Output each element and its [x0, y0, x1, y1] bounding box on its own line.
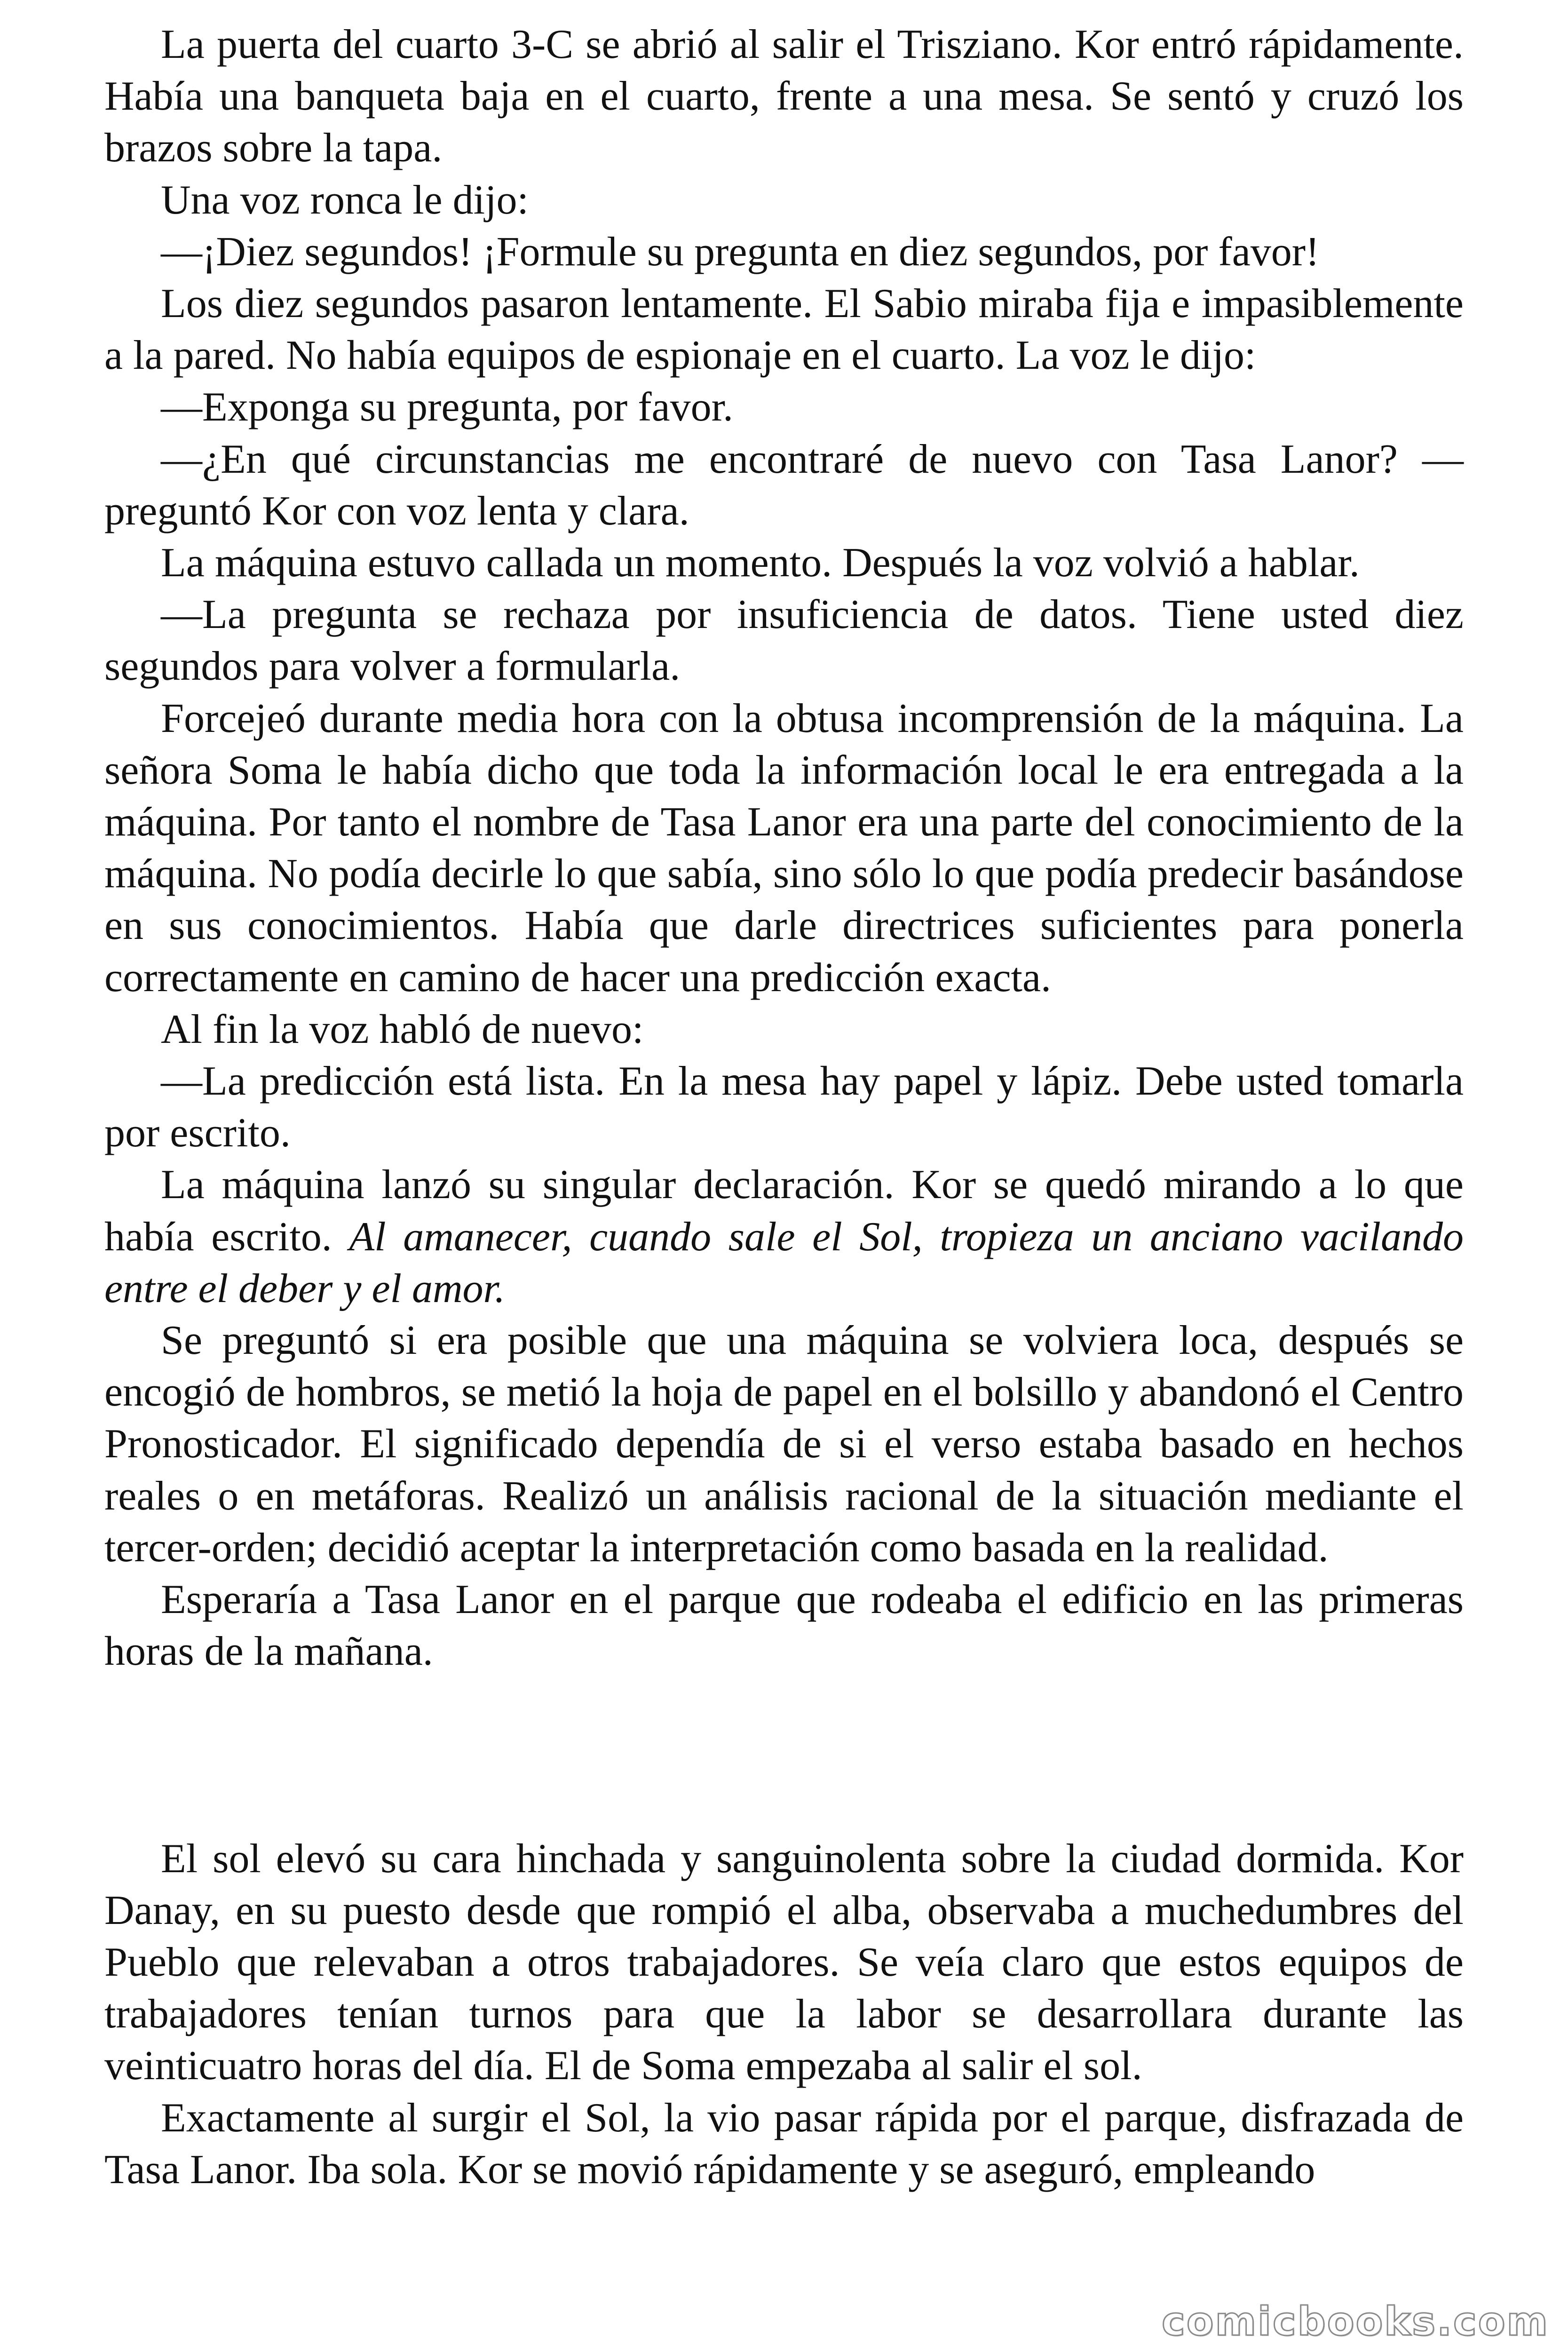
paragraph: El sol elevó su cara hinchada y sanguinolenta sobre la ciudad dormida. Kor Danay, en su puesto desde que rompió el alba, observaba a muchedumbres del Pueblo que relevaban a otros trabajadores. Se veía claro que estos equipos de trabajadores tenían turnos para que la labor se desarrollara durante las veinticuatro horas del día. El de Soma empezaba al salir el sol. [104, 1836, 1464, 2089]
section-break [104, 1678, 1464, 1833]
paragraph: La máquina estuvo callada un momento. Después la voz volvió a hablar. [161, 540, 1360, 586]
paragraph-lead: La máquina lanzó su singular declaración. Kor se quedó mirando a lo que había escrito. [104, 1162, 1464, 1260]
book-page [104, 19, 1464, 2196]
paragraph: Al fin la voz habló de nuevo: [161, 1006, 644, 1052]
paragraph: Exactamente al surgir el Sol, la vio pasar rápida por el parque, disfrazada de Tasa Lanor. Iba sola. Kor se movió rápidamente y se aseguró, empleando [104, 2095, 1464, 2193]
watermark-logo: comicbooks.com [1162, 2298, 1549, 2344]
paragraph: Forcejeó durante media hora con la obtusa incomprensión de la máquina. La señora Soma le había dicho que toda la información local le era entregada a la máquina. Por tanto el nombre de Tasa Lanor era una parte del conocimiento de la máquina. No podía decirle lo que sabía, sino sólo lo que podía predecir basándose en sus conocimientos. Había que darle directrices suficientes para ponerla correctamente en camino de hacer una predicción exacta. [104, 695, 1464, 1001]
prediction-paragraph [104, 1159, 1464, 1315]
paragraph: —La predicción está lista. En la mesa hay papel y lápiz. Debe usted tomarla por escrito. [104, 1058, 1464, 1156]
paragraph: Se preguntó si era posible que una máquina se volviera loca, después se encogió de hombros, se metió la hoja de papel en el bolsillo y abandonó el Centro Pronosticador. El significado dependía de si el verso estaba basado en hechos reales o en metáforas. Realizó un análisis racional de la situación mediante el tercer-orden; decidió aceptar la interpretación como basada en la realidad. [104, 1318, 1464, 1571]
prediction-verse: Al amanecer, cuando sale el Sol, tropieza un anciano vacilando entre el deber y el amor. [104, 1214, 1464, 1311]
paragraph: Esperaría a Tasa Lanor en el parque que rodeaba el edificio en las primeras horas de la mañana. [104, 1577, 1464, 1675]
paragraph: Una voz ronca le dijo: [161, 177, 529, 223]
paragraph: La puerta del cuarto 3-C se abrió al salir el Trisziano. Kor entró rápidamente. Había una banqueta baja en el cuarto, frente a una mesa. Se sentó y cruzó los brazos sobre la tapa. [104, 22, 1464, 171]
paragraph: —¡Diez segundos! ¡Formule su pregunta en diez segundos, por favor! [161, 229, 1320, 275]
paragraph: —¿En qué circunstancias me encontraré de nuevo con Tasa Lanor? —preguntó Kor con voz lenta y clara. [104, 436, 1464, 534]
paragraph: —Exponga su pregunta, por favor. [161, 384, 734, 430]
paragraph: —La pregunta se rechaza por insuficiencia de datos. Tiene usted diez segundos para volver a formularla. [104, 592, 1464, 690]
paragraph: Los diez segundos pasaron lentamente. El Sabio miraba fija e impasiblemente a la pared. No había equipos de espionaje en el cuarto. La voz le dijo: [104, 281, 1464, 379]
